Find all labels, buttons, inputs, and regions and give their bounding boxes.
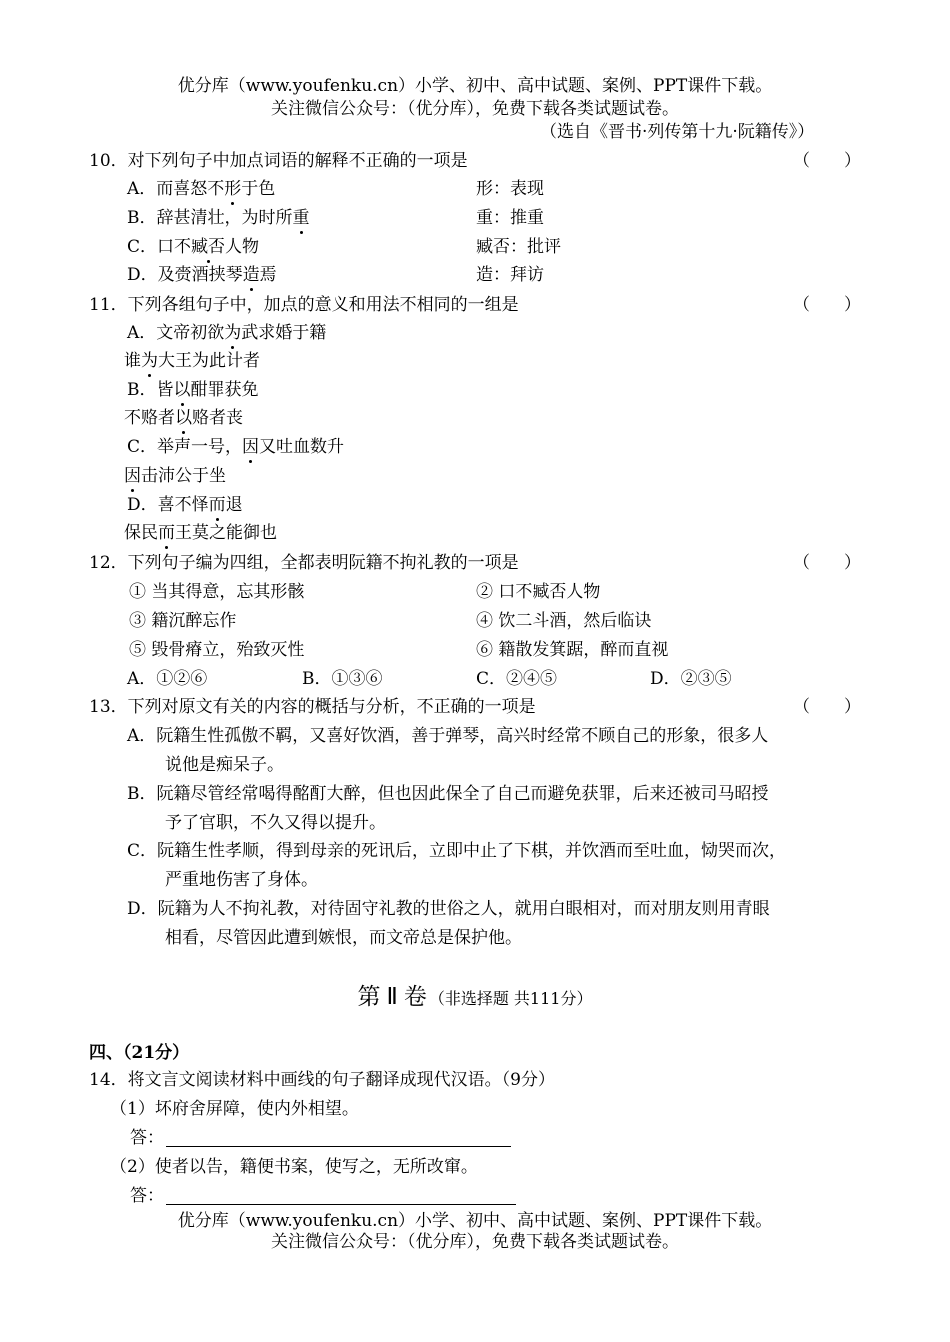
q13-option-a-line-1: A．阮籍生性孤傲不羁，又喜好饮酒，善于弹琴，高兴时经常不顾自己的形象，很多人 — [127, 726, 769, 746]
q12-item-5: ⑤ 毁骨瘠立，殆致灭性 — [129, 640, 305, 660]
q10-option-a: A．而喜怒不形于色 — [127, 179, 276, 199]
q11-stem: 11．下列各组句子中，加点的意义和用法不相同的一组是 — [89, 295, 519, 315]
q11-line-b1: B．皆以酣罪获免 — [127, 380, 259, 400]
q10-option-b: B．辞甚清壮，为时所重 — [127, 208, 310, 228]
q12-stem: 12．下列句子编为四组，全都表明阮籍不拘礼教的一项是 — [89, 553, 519, 573]
q12-item-4: ④ 饮二斗酒，然后临诀 — [476, 611, 652, 631]
q14-sub-2: （2）使者以告，籍便书案，使写之，无所改窜。 — [110, 1157, 478, 1177]
q11-line-d1: D．喜不怿而退 — [127, 495, 243, 515]
header-line-2: 关注微信公众号：（优分库），免费下载各类试题试卷。 — [271, 99, 679, 119]
q10-option-d-gloss: 造：拜访 — [476, 265, 544, 285]
q11-line-c1: C．举声一号，因又吐血数升 — [127, 437, 345, 457]
q11-line-a2: 谁为大王为此计者 — [124, 351, 260, 371]
q12-item-2: ② 口不臧否人物 — [476, 582, 601, 602]
q11-answer-bracket: （ ） — [793, 295, 861, 315]
q13-option-c-line-1: C．阮籍生性孝顺，得到母亲的死讯后，立即中止了下棋，并饮酒而至吐血，恸哭而次， — [127, 841, 787, 861]
q11-line-b2: 不赂者以赂者丧 — [124, 408, 243, 428]
q13-option-d-line-2: 相看，尽管因此遭到嫉恨，而文帝总是保护他。 — [165, 928, 522, 948]
q10-option-d: D．及赍酒挟琴造焉 — [127, 265, 277, 285]
footer-line-1: 优分库（www.youfenku.cn）小学、初中、高中试题、案例、PPT课件下载。 — [177, 1211, 773, 1231]
q13-stem: 13．下列对原文有关的内容的概括与分析，不正确的一项是 — [89, 697, 536, 717]
q13-answer-bracket: （ ） — [793, 697, 861, 717]
q10-option-c-gloss: 臧否：批评 — [476, 237, 561, 257]
q10-option-a-gloss: 形：表现 — [476, 179, 544, 199]
q10-option-b-gloss: 重：推重 — [476, 208, 544, 228]
footer-line-2: 关注微信公众号：（优分库），免费下载各类试题试卷。 — [271, 1232, 679, 1252]
q14-sub-1-answer-label: 答： — [130, 1128, 164, 1148]
q12-answer-bracket: （ ） — [793, 553, 861, 573]
q14-sub-2-answer-line[interactable] — [166, 1204, 516, 1205]
q14-sub-1: （1）坏府舍屏障，使内外相望。 — [110, 1099, 359, 1119]
source-citation: （选自《晋书·列传第十九·阮籍传》） — [540, 122, 815, 142]
q13-option-c-line-2: 严重地伤害了身体。 — [165, 870, 318, 890]
q12-item-6: ⑥ 籍散发箕踞，醉而直视 — [476, 640, 669, 660]
q12-choice-d: D．②③⑤ — [650, 669, 732, 689]
q10-answer-bracket: （ ） — [793, 151, 861, 171]
q12-item-3: ③ 籍沉醉忘作 — [129, 611, 237, 631]
part-two-title: 第 Ⅱ 卷（非选择题 共111分） — [357, 984, 593, 1010]
q12-item-1: ① 当其得意，忘其形骸 — [129, 582, 305, 602]
q13-option-a-line-2: 说他是痴呆子。 — [165, 755, 284, 775]
q13-option-b-line-1: B．阮籍尽管经常喝得酩酊大醉，但也因此保全了自己而避免获罪，后来还被司马昭授 — [127, 784, 769, 804]
section-four-heading: 四、（21分） — [89, 1043, 190, 1063]
q14-sub-2-answer-label: 答： — [130, 1186, 164, 1206]
q13-option-b-line-2: 予了官职，不久又得以提升。 — [165, 813, 386, 833]
q12-choice-c: C．②④⑤ — [476, 669, 558, 689]
q12-choice-b: B．①③⑥ — [302, 669, 383, 689]
q14-sub-1-answer-line[interactable] — [166, 1146, 511, 1147]
q12-choice-a: A．①②⑥ — [127, 669, 208, 689]
q11-line-c2: 因击沛公于坐 — [124, 466, 226, 486]
header-line-1: 优分库（www.youfenku.cn）小学、初中、高中试题、案例、PPT课件下载。 — [177, 76, 773, 96]
q10-option-c: C．口不臧否人物 — [127, 237, 260, 257]
q11-line-d2: 保民而王莫之能御也 — [124, 523, 277, 543]
q13-option-d-line-1: D．阮籍为人不拘礼教，对待固守礼教的世俗之人，就用白眼相对，而对朋友则用青眼 — [127, 899, 770, 919]
q10-stem: 10．对下列句子中加点词语的解释不正确的一项是 — [89, 151, 468, 171]
q11-line-a1: A．文帝初欲为武求婚于籍 — [127, 323, 327, 343]
q14-stem: 14．将文言文阅读材料中画线的句子翻译成现代汉语。（9分） — [89, 1070, 555, 1090]
